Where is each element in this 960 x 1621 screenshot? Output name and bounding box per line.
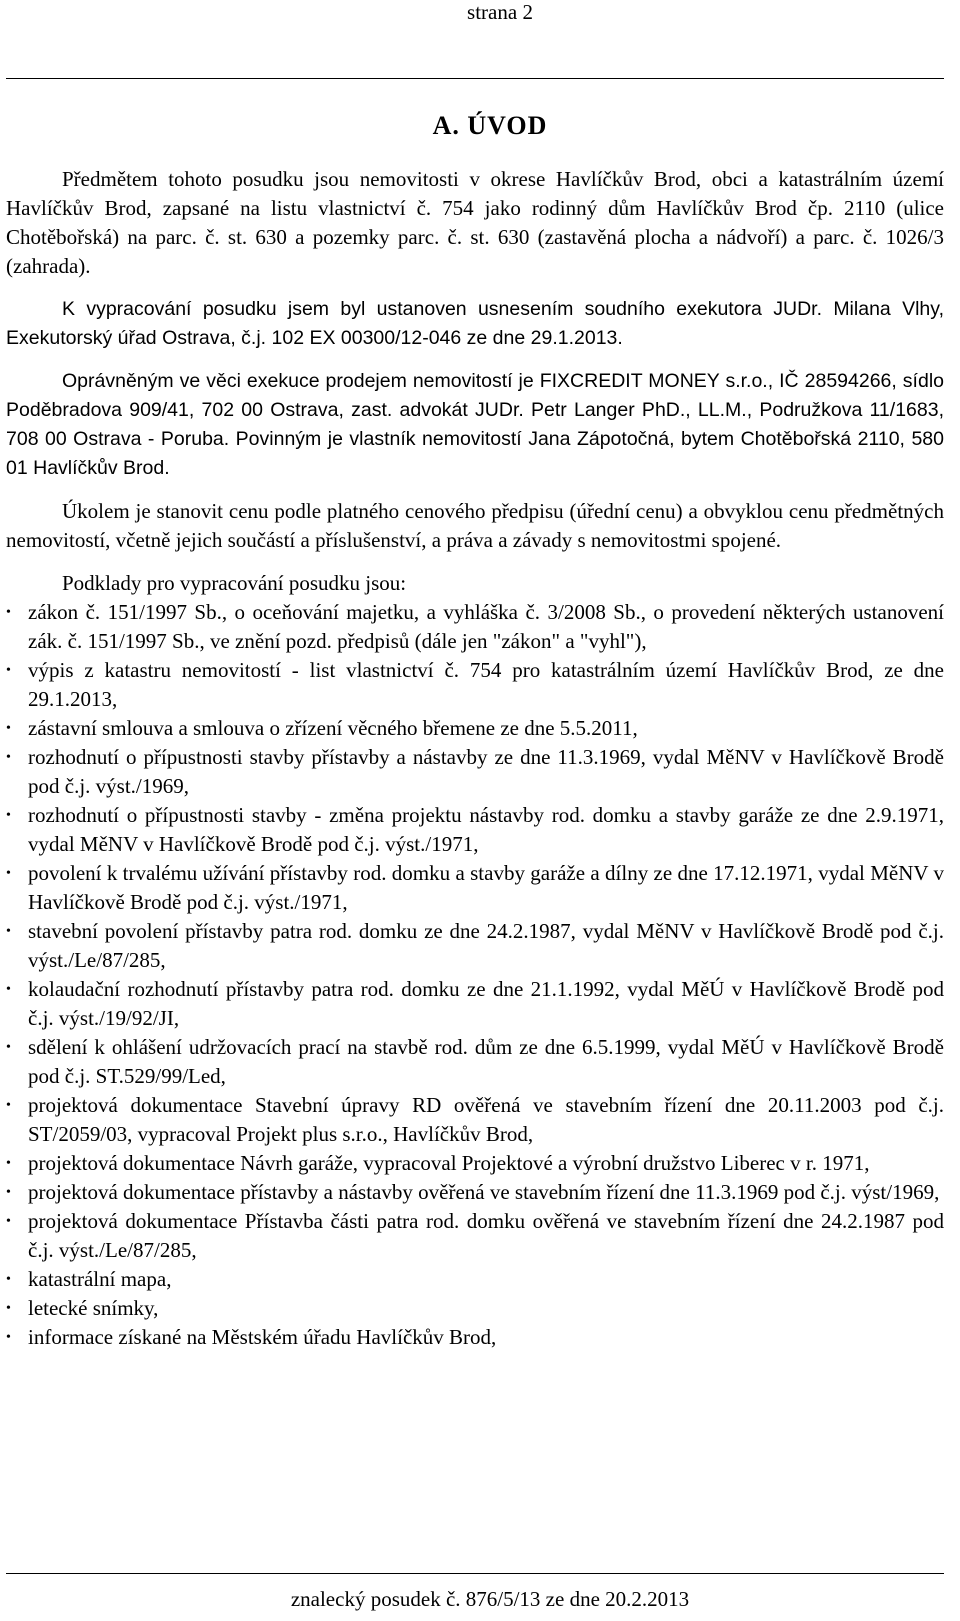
bullet-icon: • [6,1272,11,1287]
bullet-icon: • [6,1098,11,1113]
bullet-icon: • [6,750,11,765]
list-item: • rozhodnutí o přípustnosti stavby přístavby a nástavby ze dne 11.3.1969, vydal MěNV v Havlíčkově Brodě pod č.j. výst./1969, [6,745,944,798]
page-footer: znalecký posudek č. 876/5/13 ze dne 20.2.2013 [290,1587,690,1611]
bullet-icon: • [6,1330,11,1345]
bullet-icon: • [6,1156,11,1171]
header-divider [6,78,944,79]
list-item: • kolaudační rozhodnutí přístavby patra rod. domku ze dne 21.1.1992, vydal MěÚ v Havlíčkově Brodě pod č.j. výst./19/92/JI, [6,977,944,1030]
list-item: • výpis z katastru nemovitostí - list vlastnictví č. 754 pro katastrálním území Havlíčkův Brod, ze dne 29.1.2013, [6,658,944,711]
intro-paragraph: Předmětem tohoto posudku jsou nemovitosti v okrese Havlíčkův Brod, obci a katastrálním území Havlíčkův Brod, zapsané na listu vlastnictví č. 754 jako rodinný dům Havlíčkův Brod čp. 2110 (ulice Chotěbořská) na parc. č. st. 630 a pozemky parc. č. st. 630 (zastavěná plocha a nádvoří) a parc. č. 1026/3 (zahrada). [6,167,944,278]
bullet-icon: • [6,924,11,939]
sources-intro: Podklady pro vypracování posudku jsou: [62,571,407,595]
list-item: • zástavní smlouva a smlouva o zřízení věcného břemene ze dne 5.5.2011, [6,714,944,743]
bullet-icon: • [6,663,11,678]
list-item: • informace získané na Městském úřadu Havlíčkův Brod, [6,1323,944,1352]
bullet-icon: • [6,982,11,997]
appointment-paragraph: K vypracování posudku jsem byl ustanoven usnesením soudního exekutora JUDr. Milana Vlhy, Exekutorský úřad Ostrava, č.j. 102 EX 00300/12-046 ze dne 29.1.2013. [6,298,944,349]
list-item: • rozhodnutí o přípustnosti stavby - změna projektu nástavby rod. domku a stavby garáže ze dne 2.9.1971, vydal MěNV v Havlíčkově Brodě pod č.j. výst./1971, [6,803,944,856]
document-body [6,106,944,1352]
bullet-icon: • [6,1301,11,1316]
list-item: • povolení k trvalému užívání přístavby rod. domku a stavby garáže a dílny ze dne 17.12.1971, vydal MěNV v Havlíčkově Brodě pod č.j. výst./1971, [6,861,944,914]
list-item: • projektová dokumentace Stavební úpravy RD ověřená ve stavebním řízení dne 20.11.2003 pod č.j. ST/2059/03, vypracoval Projekt plus s.r.o., Havlíčkův Brod, [6,1093,944,1146]
bullet-icon: • [6,605,11,620]
task-paragraph: Úkolem je stanovit cenu podle platného cenového předpisu (úřední cenu) a obvyklou cenu předmětných nemovitostí, včetně jejich součástí a příslušenství, a práva a závady s nemovitostmi spojené. [6,499,944,552]
list-item: • projektová dokumentace přístavby a nástavby ověřená ve stavebním řízení dne 11.3.1969 pod č.j. výst/1969, [6,1178,944,1207]
list-item: • katastrální mapa, [6,1265,944,1294]
list-item: • projektová dokumentace Přístavba části patra rod. domku ověřená ve stavebním řízení dne 24.2.1987 pod č.j. výst./Le/87/285, [6,1209,944,1262]
bullet-icon: • [6,808,11,823]
list-item: • zákon č. 151/1997 Sb., o oceňování majetku, a vyhláška č. 3/2008 Sb., o provedení některých ustanovení zák. č. 151/1997 Sb., ve znění pozd. předpisů (dále jen "zákon" a "vyhl"), [6,600,944,653]
bullet-icon: • [6,1214,11,1229]
bullet-icon: • [6,866,11,881]
bullet-icon: • [6,721,11,736]
page-number: strana 2 [467,0,533,24]
bullet-icon: • [6,1040,11,1055]
footer-divider [6,1573,944,1574]
list-item: • letecké snímky, [6,1294,944,1323]
parties-paragraph: Oprávněným ve věci exekuce prodejem nemovitostí je FIXCREDIT MONEY s.r.o., IČ 28594266, sídlo Poděbradova 909/41, 702 00 Ostrava, zast. advokát JUDr. Petr Langer PhD., LL.M., Podružkova 11/1683, 708 00 Ostrava - Poruba. Povinným je vlastník nemovitostí Jana Zápotočná, bytem Chotěbořská 2110, 580 01 Havlíčkův Brod. [6,370,944,479]
section-title: A. ÚVOD [432,111,548,140]
bullet-icon: • [6,1185,11,1200]
list-item: • stavební povolení přístavby patra rod. domku ze dne 24.2.1987, vydal MěNV v Havlíčkově Brodě pod č.j. výst./Le/87/285, [6,919,944,972]
list-item: • sdělení k ohlášení udržovacích prací na stavbě rod. dům ze dne 6.5.1999, vydal MěÚ v Havlíčkově Brodě pod č.j. ST.529/99/Led, [6,1035,944,1088]
list-item: • projektová dokumentace Návrh garáže, vypracoval Projektové a výrobní družstvo Liberec v r. 1971, [6,1149,944,1178]
sources-list [6,598,944,1352]
